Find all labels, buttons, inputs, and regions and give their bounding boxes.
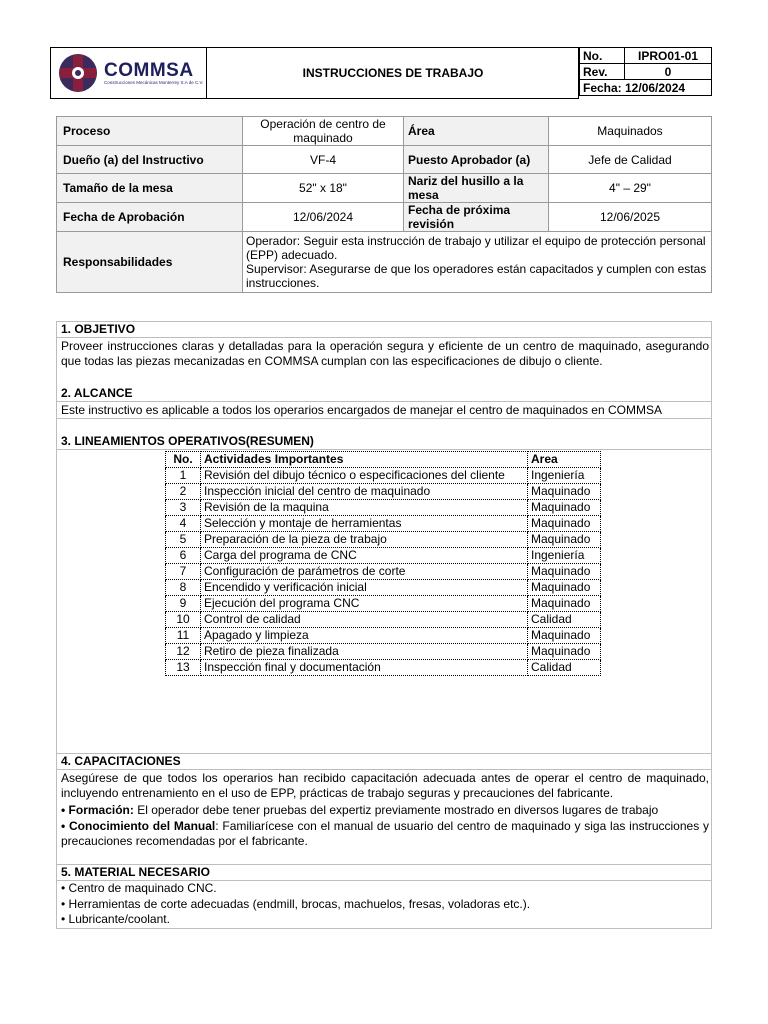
activity-area: Calidad <box>528 660 601 676</box>
meta-number-label: No. <box>580 48 625 64</box>
fecha-proxima-label: Fecha de próxima revisión <box>404 203 549 232</box>
nariz-label: Nariz del husillo a la mesa <box>404 174 549 203</box>
activities-table <box>165 451 601 676</box>
activity-name: Revisión del dibujo técnico o especificaciones del cliente <box>201 468 528 484</box>
info-row-responsabilidades <box>57 232 712 293</box>
meta-row-date <box>580 80 712 96</box>
activity-name: Revisión de la maquina <box>201 500 528 516</box>
activity-name: Inspección final y documentación <box>201 660 528 676</box>
area-label: Área <box>404 117 549 146</box>
table-row <box>166 484 601 500</box>
responsabilidades-value <box>243 232 712 293</box>
meta-row-revision <box>580 64 712 80</box>
fecha-aprobacion-label: Fecha de Aprobación <box>57 203 243 232</box>
fecha-proxima-value: 12/06/2025 <box>549 203 712 232</box>
meta-revision-value: 0 <box>625 64 712 80</box>
activity-area: Ingeniería <box>528 468 601 484</box>
list-item: • Centro de maquinado CNC. <box>61 881 217 895</box>
divider <box>56 401 712 402</box>
manual-text: : Familiarícese con el manual de usuario del centro de maquinado y siga las instrucciones y precauciones recomendadas por el fabricante. <box>61 819 709 848</box>
table-row <box>166 516 601 532</box>
section-title-material: 5. MATERIAL NECESARIO <box>61 865 210 879</box>
activity-name: Preparación de la pieza de trabajo <box>201 532 528 548</box>
puesto-label: Puesto Aprobador (a) <box>404 146 549 174</box>
activity-number: 1 <box>166 468 201 484</box>
activity-area: Maquinado <box>528 516 601 532</box>
puesto-value: Jefe de Calidad <box>549 146 712 174</box>
activity-name: Apagado y limpieza <box>201 628 528 644</box>
meta-date: Fecha: 12/06/2024 <box>580 80 712 96</box>
section-text-alcance: Este instructivo es aplicable a todos los operarios encargados de manejar el centro de maquinados en COMMSA <box>61 403 662 417</box>
manual-label: • Conocimiento del Manual <box>61 819 216 833</box>
company-logo <box>56 51 204 95</box>
table-row <box>166 660 601 676</box>
activity-name: Retiro de pieza finalizada <box>201 644 528 660</box>
table-row <box>166 532 601 548</box>
formacion-label: • Formación: <box>61 803 134 817</box>
activity-number: 9 <box>166 596 201 612</box>
info-row-mesa <box>57 174 712 203</box>
activity-area: Maquinado <box>528 628 601 644</box>
process-info-table <box>56 116 712 293</box>
divider <box>56 449 712 450</box>
meta-row-number <box>580 48 712 64</box>
activity-name: Control de calidad <box>201 612 528 628</box>
activity-number: 12 <box>166 644 201 660</box>
mesa-label: Tamaño de la mesa <box>57 174 243 203</box>
activity-name: Encendido y verificación inicial <box>201 580 528 596</box>
fecha-aprobacion-value: 12/06/2024 <box>243 203 404 232</box>
table-row <box>166 564 601 580</box>
section-title-objetivo: 1. OBJETIVO <box>61 322 136 336</box>
logo-subtitle: Construcciones Mecánicas Monterrey S.A de C.V. <box>104 79 204 85</box>
activity-number: 5 <box>166 532 201 548</box>
table-row <box>166 500 601 516</box>
activity-number: 2 <box>166 484 201 500</box>
table-row <box>166 644 601 660</box>
table-row <box>166 580 601 596</box>
activities-col-activity: Actividades Importantes <box>201 452 528 468</box>
divider <box>56 928 712 929</box>
info-row-dueno <box>57 146 712 174</box>
activity-area: Maquinado <box>528 644 601 660</box>
activity-number: 13 <box>166 660 201 676</box>
mesa-value: 52" x 18" <box>243 174 404 203</box>
activity-name: Ejecución del programa CNC <box>201 596 528 612</box>
document-meta-table <box>579 47 712 96</box>
activity-number: 10 <box>166 612 201 628</box>
activity-number: 3 <box>166 500 201 516</box>
formacion-text: El operador debe tener pruebas del expertiz previamente mostrado en diversos lugares de trabajo <box>133 803 659 817</box>
meta-number-value: IPRO01-01 <box>625 48 712 64</box>
document-title: INSTRUCCIONES DE TRABAJO <box>302 66 484 80</box>
dueno-value: VF-4 <box>243 146 404 174</box>
activity-area: Maquinado <box>528 500 601 516</box>
section-text-capacitaciones: Asegúrese de que todos los operarios han recibido capacitación adecuada antes de operar el centro de maquinado, incluyendo entrenamiento en el uso de EPP, prácticas de trabajo seguras y precauciones del fabricante. <box>61 771 709 800</box>
section-title-lineamientos: 3. LINEAMIENTOS OPERATIVOS(RESUMEN) <box>61 434 314 448</box>
activity-name: Configuración de parámetros de corte <box>201 564 528 580</box>
table-row <box>166 612 601 628</box>
activity-number: 11 <box>166 628 201 644</box>
list-item: • Herramientas de corte adecuadas (endmill, brocas, machuelos, fresas, voladoras etc.). <box>61 897 531 911</box>
activity-number: 8 <box>166 580 201 596</box>
section-text-objetivo: Proveer instrucciones claras y detalladas para la operación segura y eficiente de un centro de maquinado, asegurando que todas las piezas mecanizadas en COMMSA cumplan con las especificaciones de dibujo o cliente. <box>61 339 709 368</box>
info-row-proceso <box>57 117 712 146</box>
formacion-item <box>61 803 709 818</box>
responsabilidades-operador: Operador: Seguir esta instrucción de trabajo y utilizar el equipo de protección personal (EPP) adecuado. <box>246 234 706 262</box>
activity-area: Maquinado <box>528 484 601 500</box>
list-item: • Lubricante/coolant. <box>61 912 170 926</box>
activity-number: 4 <box>166 516 201 532</box>
activity-area: Maquinado <box>528 580 601 596</box>
activities-col-no: No. <box>166 452 201 468</box>
divider <box>56 769 712 770</box>
commsa-logo-icon <box>56 52 100 94</box>
table-row <box>166 548 601 564</box>
section-title-alcance: 2. ALCANCE <box>61 386 133 400</box>
activity-name: Inspección inicial del centro de maquinado <box>201 484 528 500</box>
table-row <box>166 596 601 612</box>
manual-item <box>61 819 709 849</box>
activity-number: 7 <box>166 564 201 580</box>
activities-col-area: Area <box>528 452 601 468</box>
activity-area: Ingeniería <box>528 548 601 564</box>
divider <box>56 337 712 338</box>
activity-number: 6 <box>166 548 201 564</box>
info-row-fechas <box>57 203 712 232</box>
activity-name: Carga del programa de CNC <box>201 548 528 564</box>
proceso-value: Operación de centro de maquinado <box>243 117 404 146</box>
responsabilidades-supervisor: Supervisor: Asegurarse de que los operadores están capacitados y cumplen con estas instrucciones. <box>246 262 707 290</box>
divider <box>56 418 712 419</box>
dueno-label: Dueño (a) del Instructivo <box>57 146 243 174</box>
table-row <box>166 468 601 484</box>
meta-revision-label: Rev. <box>580 64 625 80</box>
activity-area: Calidad <box>528 612 601 628</box>
section-title-capacitaciones: 4. CAPACITACIONES <box>61 754 181 768</box>
nariz-value: 4" – 29" <box>549 174 712 203</box>
activity-area: Maquinado <box>528 596 601 612</box>
logo-name: COMMSA <box>104 59 194 81</box>
responsabilidades-label: Responsabilidades <box>57 232 243 293</box>
activity-area: Maquinado <box>528 532 601 548</box>
table-row <box>166 628 601 644</box>
activities-header-row <box>166 452 601 468</box>
proceso-label: Proceso <box>57 117 243 146</box>
activity-area: Maquinado <box>528 564 601 580</box>
activity-name: Selección y montaje de herramientas <box>201 516 528 532</box>
area-value: Maquinados <box>549 117 712 146</box>
